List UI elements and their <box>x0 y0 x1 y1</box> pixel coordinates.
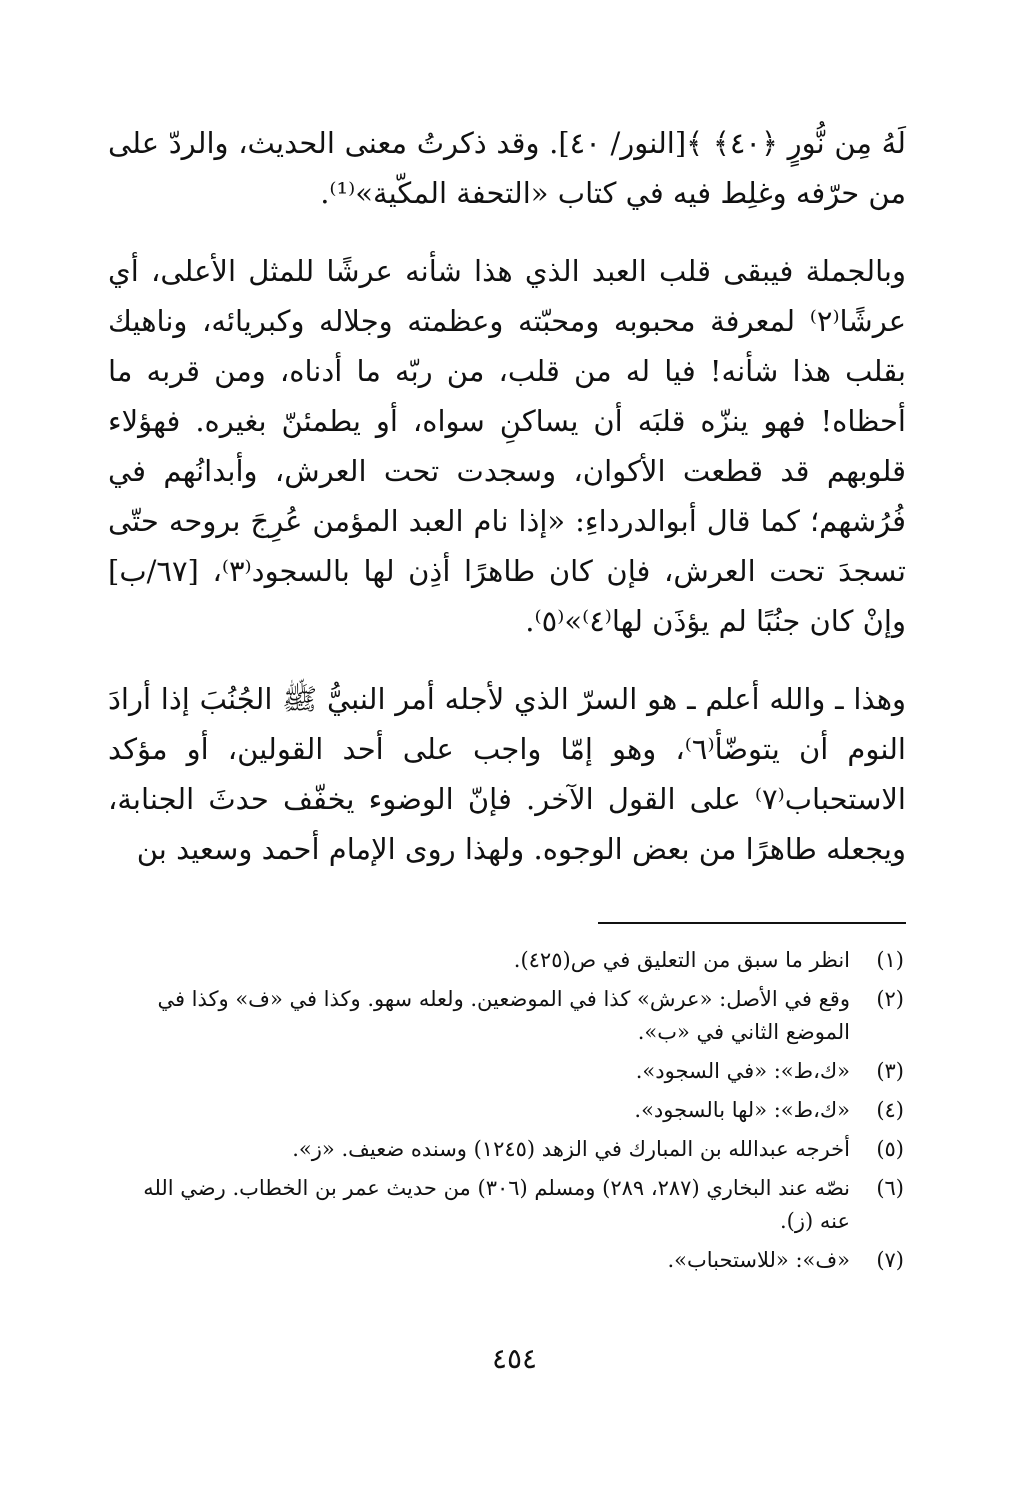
footnote-separator <box>598 922 906 924</box>
footnote-text: وقع في الأصل: «عرش» كذا في الموضعين. ولعله سهو. وكذا في «ف» وكذا في الموضع الثاني في «ب». <box>157 987 850 1044</box>
footnote <box>108 1244 908 1277</box>
footnote-number: (٧) <box>876 1248 904 1272</box>
footnote-text: نصّه عند البخاري (٢٨٧، ٢٨٩) ومسلم (٣٠٦) من حديث عمر بن الخطاب. رضي الله عنه (ز). <box>143 1176 850 1233</box>
footnote-number: (٣) <box>876 1059 904 1083</box>
footnote <box>108 1094 908 1127</box>
paragraph: لَهُ مِن نُّورٍ ﴿٤٠﴾ ﴾[النور/ ٤٠]. وقد ذكرتُ معنى الحديث، والردّ على من حرّفه وغلِط فيه في كتاب «التحفة المكّية»⁽¹⁾. <box>108 126 906 210</box>
footnote-text: «ك،ط»: «لها بالسجود». <box>634 1098 850 1122</box>
footnote-number: (٤) <box>876 1098 904 1122</box>
main-text <box>108 118 906 874</box>
footnotes <box>108 944 908 1283</box>
footnote-text: «ك،ط»: «في السجود». <box>635 1059 850 1083</box>
footnote <box>108 1055 908 1088</box>
footnote <box>108 1133 908 1166</box>
page-number: ٤٥٤ <box>491 1342 538 1375</box>
footnote-number: (٦) <box>876 1176 904 1200</box>
footnote-text: «ف»: «للاستحباب». <box>667 1248 850 1272</box>
footnote <box>108 944 908 977</box>
footnote-text: انظر ما سبق من التعليق في ص(٤٢٥). <box>513 948 850 972</box>
paragraph: وهذا ـ والله أعلم ـ هو السرّ الذي لأجله أمر النبيُّ ﷺ الجُنُبَ إذا أرادَ النوم أن يتوضّأ⁽٦⁾، وهو إمّا واجب على أحد القولين، أو مؤكد الاستحباب⁽٧⁾ على القول الآخر. فإنّ الوضوء يخفّف حدثَ الجنابة، ويجعله طاهرًا من بعض الوجوه. ولهذا روى الإمام أحمد وسعيد بن <box>108 682 906 866</box>
footnote <box>108 983 908 1049</box>
footnote <box>108 1172 908 1238</box>
paragraph: وبالجملة فيبقى قلب العبد الذي هذا شأنه عرشًا للمثل الأعلى، أي عرشًا⁽٢⁾ لمعرفة محبوبه ومحبّته وعظمته وجلاله وكبريائه، وناهيك بقلب هذا شأنه! فيا له من قلب، من ربّه ما أدناه، ومن قربه ما أحظاه! فهو ينزّه قلبَه أن يساكنِ سواه، أو يطمئنّ بغيره. فهؤلاء قلوبهم قد قطعت الأكوان، وسجدت تحت العرش، وأبدانُهم في فُرُشهم؛ كما قال أبوالدرداءِ: «إذا نام العبد المؤمن عُرِجَ بروحه حتّى تسجدَ تحت العرش، فإن كان طاهرًا أذِن لها بالسجود⁽٣⁾، [٦٧/ب] وإنْ كان جنُبًا لم يؤذَن لها⁽٤⁾»⁽٥⁾. <box>108 254 907 638</box>
footnote-number: (١) <box>876 948 904 972</box>
footnote-number: (٥) <box>876 1137 904 1161</box>
footnote-number: (٢) <box>876 987 904 1011</box>
footnote-text: أخرجه عبدالله بن المبارك في الزهد (١٢٤٥) وسنده ضعيف. «ز». <box>292 1137 850 1161</box>
